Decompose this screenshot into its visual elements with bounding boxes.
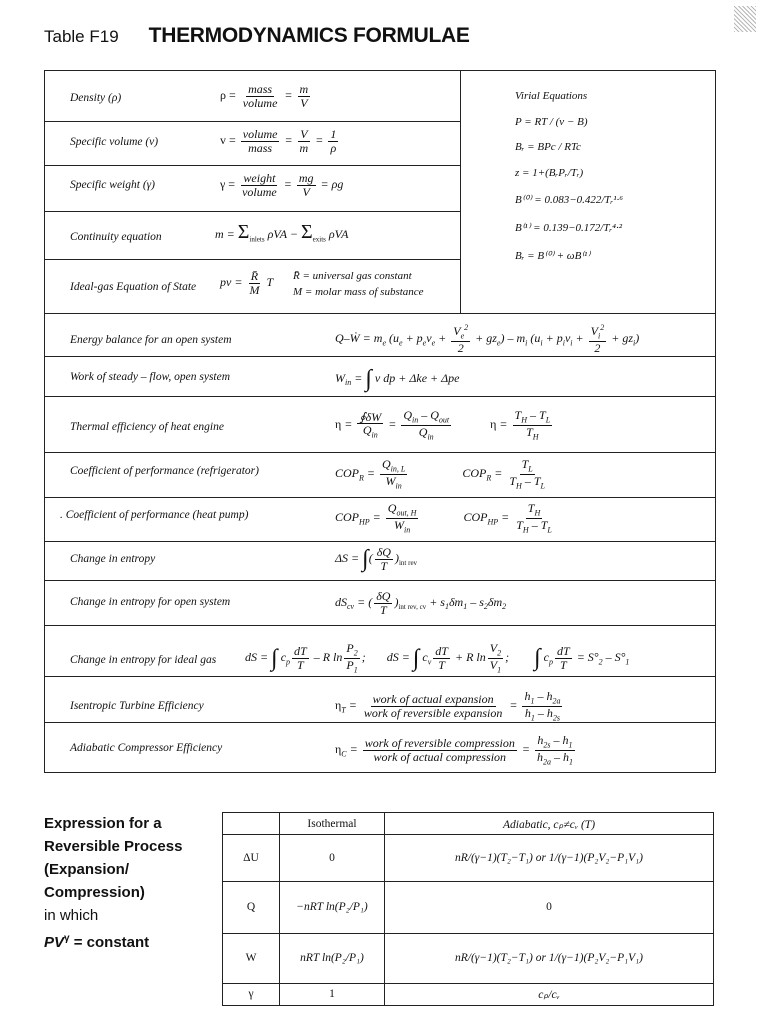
- turbine-denominator: work of reversible expansion: [363, 705, 503, 720]
- density-formula: ρ = mass volume = $\frac{m}{V}$: [220, 82, 309, 110]
- adiabatic-compressor-label: Adiabatic Compressor Efficiency: [70, 742, 223, 754]
- virial-eq-3: z = 1+(BᵣPᵣ/Tᵣ): [515, 167, 584, 179]
- table-row: Q −nRT ln(P₂/P₁) 0: [223, 882, 714, 933]
- virial-eq-1: P = RT / (v − B): [515, 116, 588, 128]
- specific-weight-label: Specific weight (γ): [70, 179, 156, 191]
- cop-heat-pump-label: . Coefficient of performance (heat pump): [60, 509, 249, 521]
- isentropic-turbine-label: Isentropic Turbine Efficiency: [70, 700, 204, 712]
- steady-flow-work-label: Work of steady – flow, open system: [70, 371, 231, 383]
- ideal-gas-note-1: R̄ = universal gas constant: [293, 270, 412, 282]
- thermal-efficiency-formula: η = ∮δW $Q_{in}$ = $Q_{in} - Q_{out}$ $Q_{in}$ η = $\frac{T_H - T_L}{T_H}$: [335, 408, 551, 442]
- virial-eq-4: B⁽⁰⁾ = 0.083−0.422/Tᵣ¹·⁶: [515, 194, 624, 206]
- isentropic-turbine-formula: $\eta_T$ = work of actual expansion work of reversible expansion = $\frac{h_1 - h_{2a}}{h_1 - h_{2s}}$: [335, 689, 561, 723]
- continuity-label: Continuity equation: [70, 231, 162, 243]
- energy-balance-formula: Q–Ẇ = $m_e$ ($u_e + p_ev_e$ + $\frac{V_e^2}{2}$ + $gz_e) - m_i$ ($u_i + p_iv_i$ + $\frac{V_i^2}{2}$ + $gz_i$): [335, 323, 640, 355]
- table-id: Table F19: [44, 27, 119, 46]
- entropy-change-formula: ΔS = ∫( $\frac{\delta Q}{T}$ )$_{int rev}$: [335, 545, 418, 573]
- entropy-open-label: Change in entropy for open system: [70, 596, 231, 608]
- ideal-gas-formula: pv = $\frac{R̄}{M}$ T: [220, 269, 274, 297]
- thermal-efficiency-label: Thermal efficiency of heat engine: [70, 421, 224, 433]
- virial-eq-2: Bᵣ = BPc / RTc: [515, 141, 581, 153]
- entropy-ideal-gas-formula: dS = ∫ $c_p$ $\frac{dT}{T}$ – R ln $\frac{P_2}{P_1}$ ; dS = ∫ $c_v$ $\frac{dT}{T}$ + R ln $\frac{V_2}{V_1}$ ; ∫ $c_p$ $\frac{dT}{T}$ = $S^\circ_2 - S^\circ_1$: [245, 641, 630, 675]
- entropy-change-label: Change in entropy: [70, 553, 156, 565]
- table-row: ΔU 0 nR/(γ−1)(T₂−T₁) or 1/(γ−1)(P₂V₂−P₁V₁): [223, 835, 714, 882]
- energy-box: [44, 312, 716, 773]
- cop-refrigerator-label: Coefficient of performance (refrigerator): [70, 465, 259, 477]
- table-header-row: [223, 813, 714, 835]
- ideal-gas-label: Ideal-gas Equation of State: [70, 281, 197, 293]
- compressor-numerator: work of reversible compression: [364, 736, 515, 751]
- specific-weight-formula: γ = weight volume = $\frac{mg}{V}$ = ρg: [220, 171, 344, 199]
- entropy-ideal-gas-label: Change in entropy for ideal gas: [70, 654, 217, 666]
- ideal-gas-note-2: M = molar mass of substance: [293, 286, 424, 298]
- entropy-open-formula: $dS_{cv}$ = ( $\frac{\delta Q}{T}$ )$_{int rev, cv} + s_1\delta m_1 - s_2\delta m_2$: [335, 589, 507, 617]
- virial-title: Virial Equations: [515, 90, 588, 102]
- corner-mark-icon: [734, 6, 756, 32]
- table-row: γ 1 cₚ/cᵥ: [223, 983, 714, 1005]
- steady-flow-work-formula: $W_{in}$ = ∫ v dp + Δke + Δpe: [335, 366, 460, 392]
- adiabatic-header: Adiabatic, cₚ≠cᵥ (T): [385, 813, 714, 835]
- page-header: [44, 24, 470, 56]
- compressor-denominator: work of actual compression: [373, 749, 507, 764]
- turbine-numerator: work of actual expansion: [372, 692, 494, 707]
- reversible-process-table: [222, 812, 714, 1006]
- reversible-process-heading: Expression for a Reversible Process (Expansion/ Compression) in which $PV^\gamma$ = constant: [44, 815, 183, 951]
- cop-refrigerator-formula: $COP_R$ = $Q_{in, L}$ $W_{in}$ $COP_R$ = $\frac{T_L}{T_H - T_L}$: [335, 457, 545, 491]
- density-label: Density (ρ): [70, 92, 122, 104]
- table-row: W nRT ln(P₂/P₁) nR/(γ−1)(T₂−T₁) or 1/(γ−1)(P₂V₂−P₁V₁): [223, 933, 714, 983]
- cop-heat-pump-formula: $COP_{HP}$ = $Q_{out, H}$ $W_{in}$ $COP_{HP}$ = $\frac{T_H}{T_H - T_L}$: [335, 501, 552, 535]
- virial-eq-5: B⁽¹⁾ = 0.139−0.172/Tᵣ⁴·²: [515, 222, 623, 234]
- isothermal-header: Isothermal: [280, 813, 385, 835]
- continuity-formula: $m = \Sigma_{inlets}$ $\rho VA - \Sigma_{exits}$ ρVA: [215, 221, 349, 244]
- energy-balance-label: Energy balance for an open system: [70, 334, 232, 346]
- specific-volume-label: Specific volume (v): [70, 136, 159, 148]
- page-title: THERMODYNAMICS FORMULAE: [148, 24, 470, 47]
- adiabatic-compressor-formula: $\eta_C$ = work of reversible compression work of actual compression = $\frac{h_{2s} - h_1}{h_{2a} - h_1}$: [335, 733, 573, 767]
- specific-volume-formula: v = volume mass = $\frac{V}{m}$ = $\frac{1}{\rho}$: [220, 127, 337, 155]
- properties-box: [44, 70, 716, 314]
- virial-eq-6: Bᵣ = B⁽⁰⁾ + ωB⁽¹⁾: [515, 250, 590, 262]
